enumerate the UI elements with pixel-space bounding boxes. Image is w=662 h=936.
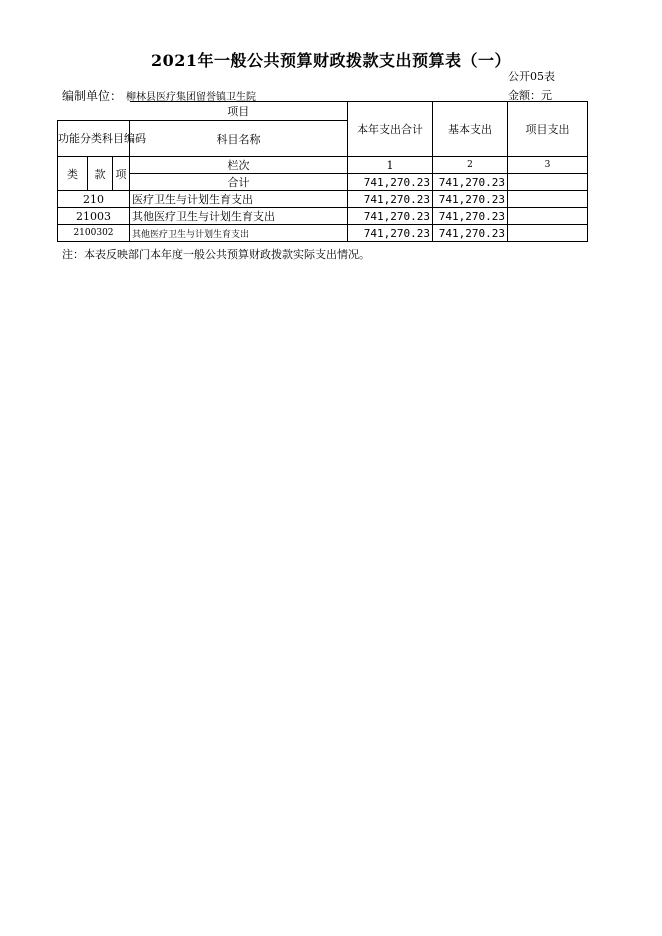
row-basic: 741,270.23	[433, 174, 508, 191]
header-kuan: 款	[88, 157, 113, 191]
budget-table	[57, 101, 588, 242]
row-name: 其他医疗卫生与计划生育支出	[130, 208, 348, 225]
table-row	[58, 174, 588, 191]
header-subject-name: 科目名称	[130, 121, 348, 157]
header-idx-2: 2	[433, 157, 508, 174]
row-total: 741,270.23	[348, 191, 433, 208]
table-row	[58, 191, 588, 208]
header-item: 项目	[130, 102, 348, 121]
page-title: 2021年一般公共预算财政拨款支出预算表（一）	[150, 51, 512, 70]
amount-unit: 金额：元	[508, 89, 552, 102]
row-name: 其他医疗卫生与计划生育支出	[130, 225, 348, 242]
row-project	[508, 208, 588, 225]
header-idx-1: 1	[348, 157, 433, 174]
row-basic: 741,270.23	[433, 225, 508, 242]
row-basic: 741,270.23	[433, 191, 508, 208]
footnote: 注：本表反映部门本年度一般公共预算财政拨款实际支出情况。	[62, 248, 370, 261]
row-total: 741,270.23	[348, 174, 433, 191]
row-name: 医疗卫生与计划生育支出	[130, 191, 348, 208]
header-row-1	[58, 102, 588, 121]
compiling-unit-name: 柳林县医疗集团留誉镇卫生院	[126, 92, 257, 103]
row-name: 合计	[130, 174, 348, 191]
form-code: 公开05表	[508, 70, 555, 83]
row-code: 2100302	[58, 225, 130, 242]
table-row	[58, 208, 588, 225]
header-idx-3: 3	[508, 157, 588, 174]
compiling-unit-label: 编制单位：	[62, 89, 123, 103]
header-lanci: 栏次	[130, 157, 348, 174]
row-total: 741,270.23	[348, 208, 433, 225]
row-total: 741,270.23	[348, 225, 433, 242]
header-func-code: 功能分类科目编码	[58, 121, 130, 157]
row-basic: 741,270.23	[433, 208, 508, 225]
header-col-basic: 基本支出	[433, 102, 508, 157]
row-code: 210	[58, 191, 130, 208]
row-project	[508, 225, 588, 242]
row-project	[508, 191, 588, 208]
header-row-3	[58, 157, 588, 174]
row-project	[508, 174, 588, 191]
table-row	[58, 225, 588, 242]
header-lei: 类	[58, 157, 88, 191]
header-col-total: 本年支出合计	[348, 102, 433, 157]
row-code: 21003	[58, 208, 130, 225]
header-col-project: 项目支出	[508, 102, 588, 157]
header-xiang: 项	[113, 157, 130, 191]
